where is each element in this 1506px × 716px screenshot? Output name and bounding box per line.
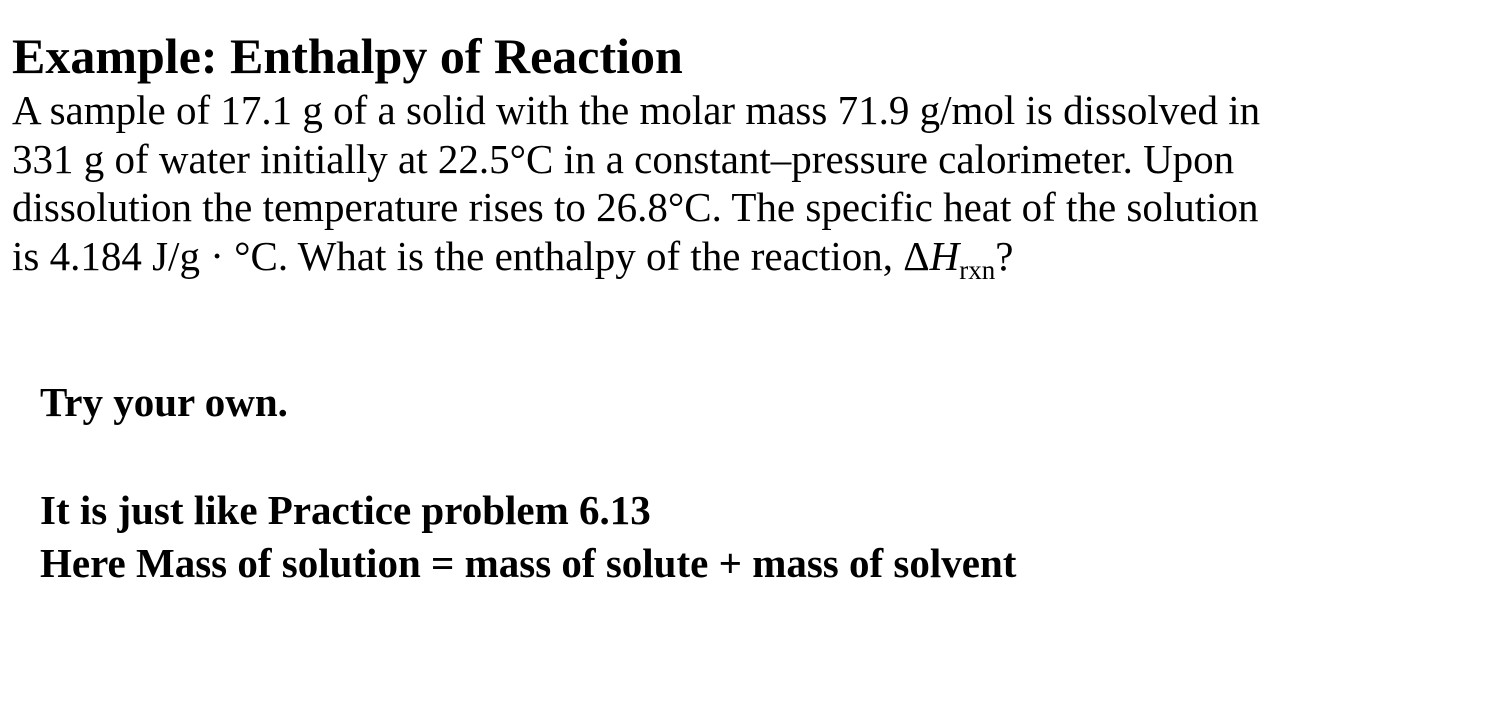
problem-line-3: dissolution the temperature rises to 26.8°C. The specific heat of the solution bbox=[12, 184, 1259, 230]
hint-line-1: It is just like Practice problem 6.13 bbox=[40, 487, 651, 533]
problem-line-4 bbox=[12, 232, 1492, 285]
slide-title: Example: Enthalpy of Reaction bbox=[12, 28, 683, 84]
problem-line-4-text: is 4.184 J/g · °C. What is the enthalpy of the reaction, Δ bbox=[12, 232, 930, 279]
try-your-own-text: Try your own. bbox=[40, 379, 288, 425]
problem-statement bbox=[12, 86, 1492, 285]
hint-line-2: Here Mass of solution = mass of solute + mass of solvent bbox=[40, 540, 1017, 586]
enthalpy-symbol: H bbox=[929, 232, 960, 279]
enthalpy-subscript: rxn bbox=[959, 254, 996, 285]
problem-line-1: A sample of 17.1 g of a solid with the molar mass 71.9 g/mol is dissolved in bbox=[12, 87, 1261, 133]
hint-block bbox=[40, 484, 1016, 590]
question-mark: ? bbox=[995, 232, 1014, 279]
problem-line-2: 331 g of water initially at 22.5°C in a constant–pressure calorimeter. Upon bbox=[12, 135, 1235, 182]
